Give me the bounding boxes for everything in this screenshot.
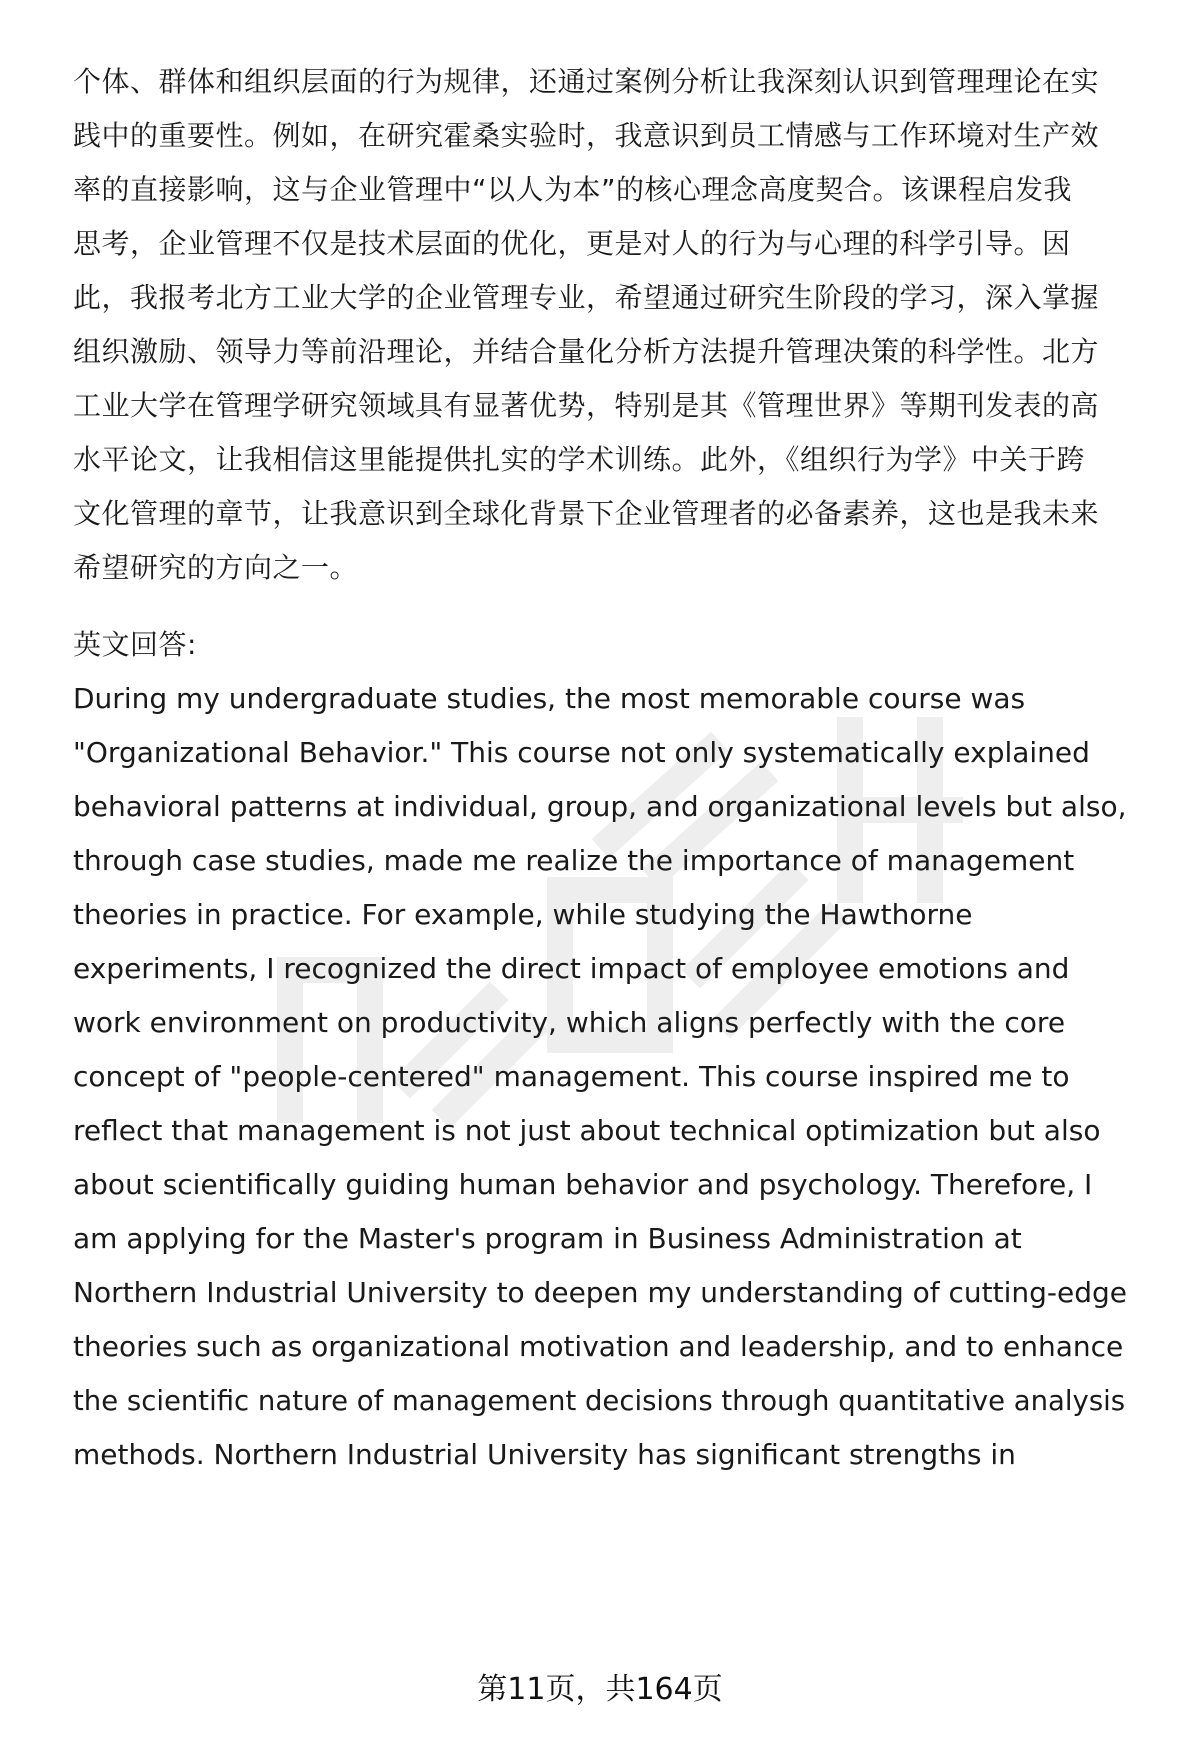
english-text-line: reflect that management is not just about technical optimization but also	[73, 1114, 1101, 1147]
english-text-line: methods. Northern Industrial University has significant strengths in	[73, 1438, 1016, 1471]
chinese-text-line: 思考，企业管理不仅是技术层面的优化，更是对人的行为与心理的科学引导。因	[73, 227, 1071, 260]
english-text-line: During my undergraduate studies, the most memorable course was	[73, 682, 1026, 715]
english-text-line: the scientific nature of management decisions through quantitative analysis	[73, 1385, 1126, 1417]
english-text-line: concept of "people-centered" management. This course inspired me to	[73, 1060, 1070, 1093]
english-text-line: theories in practice. For example, while studying the Hawthorne	[73, 898, 973, 931]
english-text-line: theories such as organizational motivation and leadership, and to enhance	[73, 1330, 1124, 1363]
english-answer-heading: 英文回答:	[73, 628, 197, 661]
chinese-text-line: 水平论文，让我相信这里能提供扎实的学术训练。此外，《组织行为学》中关于跨	[73, 443, 1086, 476]
chinese-text-line: 希望研究的方向之一。	[73, 551, 359, 584]
chinese-text-line: 此，我报考北方工业大学的企业管理专业，希望通过研究生阶段的学习，深入掌握	[73, 281, 1100, 314]
chinese-text-line: 文化管理的章节，让我意识到全球化背景下企业管理者的必备素养，这也是我未来	[73, 497, 1100, 530]
english-text-line: about scientifically guiding human behavior and psychology. Therefore, I	[73, 1168, 1093, 1201]
chinese-text-line: 率的直接影响，这与企业管理中“以人为本”的核心理念高度契合。该课程启发我	[73, 173, 1073, 206]
chinese-text-line: 个体、群体和组织层面的行为规律，还通过案例分析让我深刻认识到管理理论在实	[73, 65, 1100, 98]
english-text-line: "Organizational Behavior." This course not only systematically explained	[73, 736, 1090, 769]
english-text-line: work environment on productivity, which aligns perfectly with the core	[73, 1006, 1066, 1039]
chinese-text-line: 工业大学在管理学研究领域具有显著优势，特别是其《管理世界》等期刊发表的高	[73, 389, 1100, 422]
english-text-line: behavioral patterns at individual, group, and organizational levels but also,	[73, 790, 1127, 823]
english-text-line: Northern Industrial University to deepen my understanding of cutting-edge	[73, 1276, 1128, 1309]
chinese-text-line: 践中的重要性。例如，在研究霍桑实验时，我意识到员工情感与工作环境对生产效	[73, 119, 1100, 152]
english-text-line: experiments, I recognized the direct impact of employee emotions and	[73, 952, 1070, 985]
page-number-footer: 第11页，共164页	[477, 1672, 723, 1707]
english-text-line: am applying for the Master's program in Business Administration at	[73, 1222, 1022, 1255]
chinese-text-line: 组织激励、领导力等前沿理论，并结合量化分析方法提升管理决策的科学性。北方	[73, 335, 1100, 368]
english-text-line: through case studies, made me realize the importance of management	[73, 844, 1075, 877]
